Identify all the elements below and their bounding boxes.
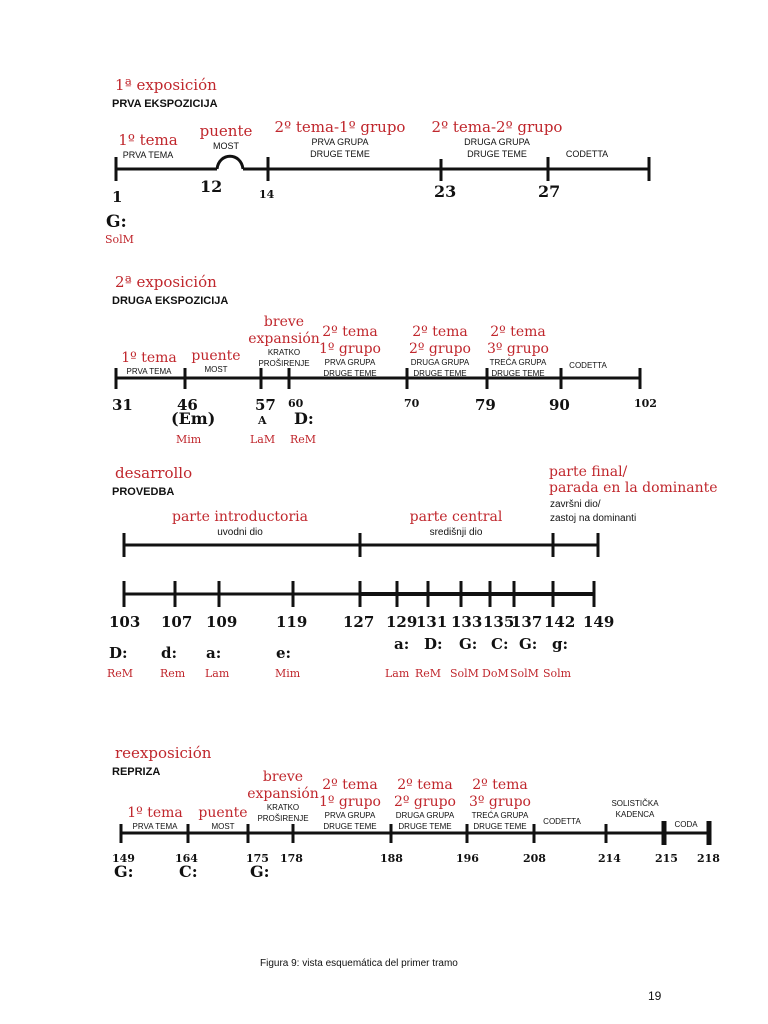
- recap-label-6-hr: CODETTA: [543, 817, 581, 826]
- dev-bar-number: 127: [343, 613, 375, 631]
- expo2-label-5-hr: TREĆA GRUPA: [489, 358, 547, 367]
- expo1-bar-number: 12: [200, 177, 223, 196]
- expo1-label-1-es: puente: [199, 122, 253, 140]
- dev-label-0-es: parte introductoria: [172, 509, 308, 525]
- expo2-label-4-hr: DRUGE TEME: [413, 369, 467, 378]
- dev-bar-number: 142: [544, 613, 576, 631]
- expo1-label-2-hr: PRVA GRUPA: [311, 137, 369, 147]
- recap-label-4-hr: DRUGE TEME: [398, 822, 452, 831]
- recap-label-3-es: 2º tema: [322, 777, 378, 793]
- dev-key-label: a:: [394, 635, 410, 653]
- dev-bar-number: 131: [416, 613, 448, 631]
- dev-key-label: D:: [109, 644, 128, 662]
- dev-key-label: D:: [424, 635, 443, 653]
- recap-key-label: G:: [250, 862, 270, 881]
- recap-label-1-hr: MOST: [211, 822, 235, 831]
- recap-label-7-hr: KADENCA: [615, 810, 655, 819]
- expo1-bar-number: 14: [259, 188, 275, 201]
- dev-key-es: SolM: [450, 667, 479, 680]
- dev-key-es: ReM: [107, 667, 134, 680]
- expo2-key-es: Mim: [176, 433, 202, 446]
- dev-key-label: C:: [491, 635, 509, 653]
- expo2-key-es: LaM: [250, 433, 276, 446]
- expo2-key-label: (Em): [171, 409, 216, 428]
- dev-bar-number: 107: [161, 613, 193, 631]
- recap-key-label: C:: [179, 862, 198, 881]
- figure-caption: Figura 9: vista esquemática del primer tramo: [260, 958, 458, 969]
- dev-label-2-es: parada en la dominante: [549, 480, 718, 496]
- expo2-label-0-es: 1º tema: [121, 350, 177, 366]
- dev-label-1-es: parte central: [409, 509, 503, 525]
- expo1-label-3-es: 2º tema-2º grupo: [431, 118, 563, 136]
- dev-key-label: a:: [206, 644, 222, 662]
- recap-label-3-hr: DRUGE TEME: [323, 822, 377, 831]
- dev-key-es: Mim: [275, 667, 301, 680]
- expo2-label-5-es: 2º tema: [490, 324, 546, 340]
- expo1-label-3-hr: DRUGA GRUPA: [464, 137, 530, 147]
- expo2-label-3-es: 1º grupo: [318, 341, 382, 357]
- recap-label-2-hr: KRATKO: [266, 803, 300, 812]
- recap-bar-number: 178: [280, 852, 303, 865]
- recap-title-es: reexposición: [115, 744, 212, 762]
- expo1-label-2-es: 2º tema-1º grupo: [274, 118, 406, 136]
- recap-label-8-hr: CODA: [674, 820, 698, 829]
- recap-label-0-hr: PRVA TEMA: [132, 822, 178, 831]
- recap-label-0-es: 1º tema: [127, 805, 183, 821]
- recap-label-2-hr: PROŠIRENJE: [257, 814, 309, 823]
- dev-key-label: d:: [161, 644, 178, 662]
- expo1-bar-number: 1: [112, 188, 123, 206]
- dev-label-2-hr: završni dio/: [550, 499, 601, 510]
- dev-bar-number: 137: [511, 613, 543, 631]
- recap-label-5-es: 3º grupo: [468, 794, 532, 810]
- dev-label-0-hr: uvodni dio: [217, 527, 263, 538]
- recap-label-2-es: breve: [262, 769, 304, 785]
- recap-label-5-hr: TREĆA GRUPA: [471, 811, 529, 820]
- recap-label-3-es: 1º grupo: [318, 794, 382, 810]
- expo2-bar-number: 102: [634, 397, 657, 410]
- expo1-bar-number: 23: [434, 182, 457, 201]
- expo1-key-label: G:: [106, 212, 127, 232]
- expo1-label-0-es: 1º tema: [118, 131, 178, 149]
- expo2-label-2-es: breve: [263, 314, 305, 330]
- expo2-label-2-hr: PROŠIRENJE: [258, 359, 310, 368]
- expo2-label-3-hr: PRVA GRUPA: [324, 358, 376, 367]
- expo2-key-label: A: [258, 414, 267, 427]
- expo1-key-es: SolM: [105, 233, 134, 246]
- dev-key-label: e:: [276, 644, 292, 662]
- expo2-bar-number: 79: [475, 396, 496, 414]
- dev-label-1-hr: središnji dio: [429, 527, 483, 538]
- expo2-label-2-es: expansión: [248, 331, 320, 347]
- expo2-label-5-es: 3º grupo: [486, 341, 550, 357]
- recap-bar-number: 208: [523, 852, 546, 865]
- dev-bar-number: 103: [109, 613, 141, 631]
- expo2-bar-number: 70: [404, 397, 420, 410]
- expo2-key-label: D:: [294, 409, 314, 428]
- expo1-bridge-arc: [217, 156, 243, 169]
- dev-key-es: SolM: [510, 667, 539, 680]
- dev-label-2-es: parte final/: [549, 464, 628, 480]
- expo2-label-1-hr: MOST: [204, 365, 228, 374]
- dev-label-2-hr: zastoj na dominanti: [550, 513, 637, 524]
- recap-label-5-es: 2º tema: [472, 777, 528, 793]
- dev-key-es: ReM: [415, 667, 442, 680]
- expo2-label-3-hr: DRUGE TEME: [323, 369, 377, 378]
- expo1-bar-number: 27: [538, 182, 561, 201]
- recap-bar-number: 175: [246, 852, 269, 865]
- recap-label-1-es: puente: [198, 805, 248, 821]
- dev-key-label: g:: [552, 635, 569, 653]
- expo1-title-es: 1ª exposición: [115, 76, 217, 94]
- recap-bar-number: 164: [175, 852, 198, 865]
- expo1-title-hr: PRVA EKSPOZICIJA: [112, 98, 218, 110]
- expo2-label-1-es: puente: [191, 348, 241, 364]
- expo2-bar-number: 60: [288, 397, 304, 410]
- recap-bar-number: 214: [598, 852, 621, 865]
- dev-bar-number: 149: [583, 613, 615, 631]
- expo1-label-3-hr: DRUGE TEME: [467, 149, 527, 159]
- dev-bar-number: 119: [276, 613, 308, 631]
- expo2-label-4-es: 2º grupo: [408, 341, 472, 357]
- dev-key-label: G:: [459, 635, 478, 653]
- expo2-label-4-hr: DRUGA GRUPA: [410, 358, 470, 367]
- expo2-key-es: ReM: [290, 433, 317, 446]
- dev-title-hr: PROVEDBA: [112, 486, 175, 498]
- expo2-title-hr: DRUGA EKSPOZICIJA: [112, 295, 229, 307]
- recap-bar-number: 149: [112, 852, 135, 865]
- recap-title-hr: REPRIZA: [112, 766, 161, 778]
- expo2-label-6-hr: CODETTA: [569, 361, 607, 370]
- recap-bar-number: 196: [456, 852, 479, 865]
- expo2-title-es: 2ª exposición: [115, 273, 217, 291]
- recap-label-3-hr: PRVA GRUPA: [324, 811, 376, 820]
- recap-label-7-hr: SOLISTIČKA: [611, 799, 659, 808]
- expo2-bar-number: 31: [112, 396, 133, 414]
- dev-key-es: Rem: [160, 667, 186, 680]
- recap-label-4-es: 2º tema: [397, 777, 453, 793]
- dev-key-es: Solm: [543, 667, 572, 680]
- recap-label-4-hr: DRUGA GRUPA: [395, 811, 455, 820]
- dev-key-es: Lam: [205, 667, 230, 680]
- expo1-label-1-hr: MOST: [213, 141, 239, 151]
- expo2-bar-number: 90: [549, 396, 570, 414]
- page-number: 19: [648, 989, 662, 1003]
- expo2-bar-number: 57: [255, 396, 276, 414]
- expo2-bar-number: 46: [177, 396, 198, 414]
- expo1-label-0-hr: PRVA TEMA: [122, 150, 174, 160]
- dev-bar-number: 133: [451, 613, 483, 631]
- dev-bar-number: 109: [206, 613, 238, 631]
- expo2-label-5-hr: DRUGE TEME: [491, 369, 545, 378]
- dev-bar-number: 135: [483, 613, 515, 631]
- dev-key-label: G:: [519, 635, 538, 653]
- expo1-label-4-hr: CODETTA: [565, 149, 609, 159]
- dev-title-es: desarrollo: [115, 464, 193, 482]
- recap-bar-number: 218: [697, 852, 720, 865]
- recap-key-label: G:: [114, 862, 134, 881]
- recap-label-2-es: expansión: [247, 786, 319, 802]
- expo1-label-2-hr: DRUGE TEME: [310, 149, 370, 159]
- dev-key-es: DoM: [482, 667, 509, 680]
- expo2-label-3-es: 2º tema: [322, 324, 378, 340]
- dev-key-es: Lam: [385, 667, 410, 680]
- expo2-label-4-es: 2º tema: [412, 324, 468, 340]
- dev-bar-number: 129: [386, 613, 418, 631]
- recap-bar-number: 188: [380, 852, 403, 865]
- recap-label-4-es: 2º grupo: [393, 794, 457, 810]
- recap-bar-number: 215: [655, 852, 678, 865]
- expo2-label-0-hr: PRVA TEMA: [126, 367, 172, 376]
- expo2-label-2-hr: KRATKO: [267, 348, 301, 357]
- recap-label-5-hr: DRUGE TEME: [473, 822, 527, 831]
